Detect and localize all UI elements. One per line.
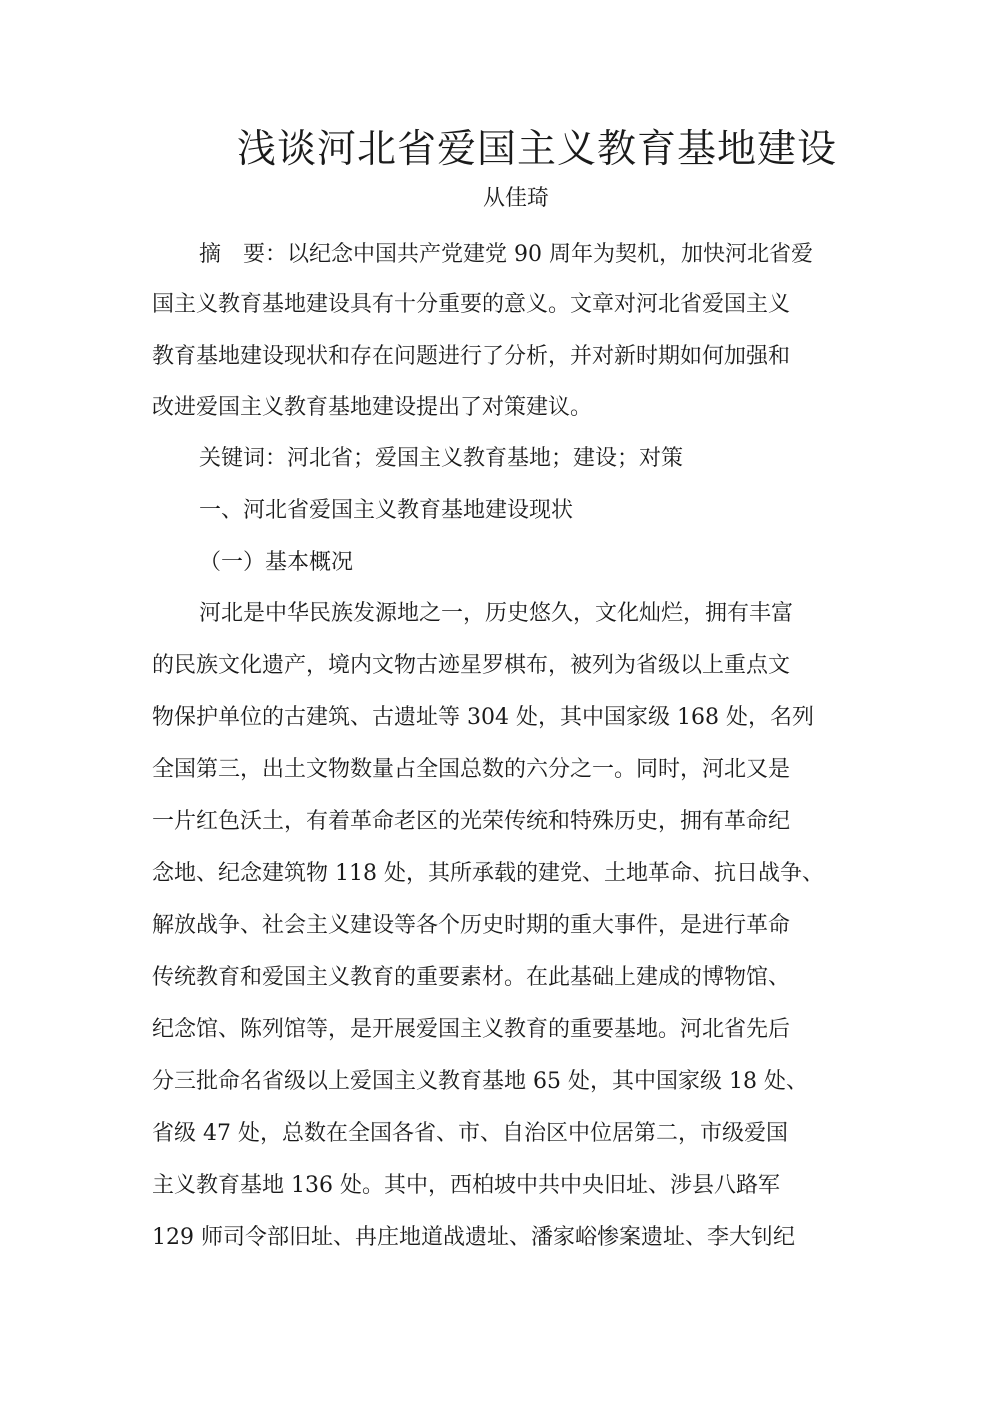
abstract-line: 教育基地建设现状和存在问题进行了分析，并对新时期如何加强和: [152, 344, 791, 369]
body-line: 解放战争、社会主义建设等各个历史时期的重大事件，是进行革命: [152, 913, 791, 938]
body-line: 念地、纪念建筑物 118 处，其所承载的建党、土地革命、抗日战争、: [152, 861, 824, 886]
body-line: 传统教育和爱国主义教育的重要素材。在此基础上建成的博物馆、: [152, 965, 791, 990]
body-line: 全国第三，出土文物数量占全国总数的六分之一。同时，河北又是: [152, 757, 791, 782]
section-heading: 一、河北省爱国主义教育基地建设现状: [199, 498, 574, 523]
body-line: 物保护单位的古建筑、古遗址等 304 处，其中国家级 168 处，名列: [152, 705, 814, 730]
body-line: 纪念馆、陈列馆等，是开展爱国主义教育的重要基地。河北省先后: [152, 1017, 791, 1042]
abstract-line: 改进爱国主义教育基地建设提出了对策建议。: [152, 395, 593, 420]
body-line: 主义教育基地 136 处。其中，西柏坡中共中央旧址、涉县八路军: [152, 1173, 780, 1198]
body-line: 省级 47 处，总数在全国各省、市、自治区中位居第二，市级爱国: [152, 1121, 788, 1146]
body-line: 的民族文化遗产，境内文物古迹星罗棋布，被列为省级以上重点文: [152, 653, 791, 678]
body-line: 河北是中华民族发源地之一，历史悠久，文化灿烂，拥有丰富: [199, 601, 794, 626]
keywords-line: 关键词：河北省；爱国主义教育基地；建设；对策: [199, 446, 684, 471]
body-line: 一片红色沃土，有着革命老区的光荣传统和特殊历史，拥有革命纪: [152, 809, 791, 834]
abstract-line: 国主义教育基地建设具有十分重要的意义。文章对河北省爱国主义: [152, 292, 791, 317]
abstract-line: 摘 要：以纪念中国共产党建党 90 周年为契机，加快河北省爱: [199, 242, 813, 267]
document-title: 浅谈河北省爱国主义教育基地建设: [237, 127, 838, 172]
author-name: 从佳琦: [483, 186, 550, 211]
body-line: 129 师司令部旧址、冉庄地道战遗址、潘家峪惨案遗址、李大钊纪: [152, 1225, 795, 1250]
subsection-heading: （一）基本概况: [199, 550, 354, 575]
body-line: 分三批命名省级以上爱国主义教育基地 65 处，其中国家级 18 处、: [152, 1069, 808, 1094]
